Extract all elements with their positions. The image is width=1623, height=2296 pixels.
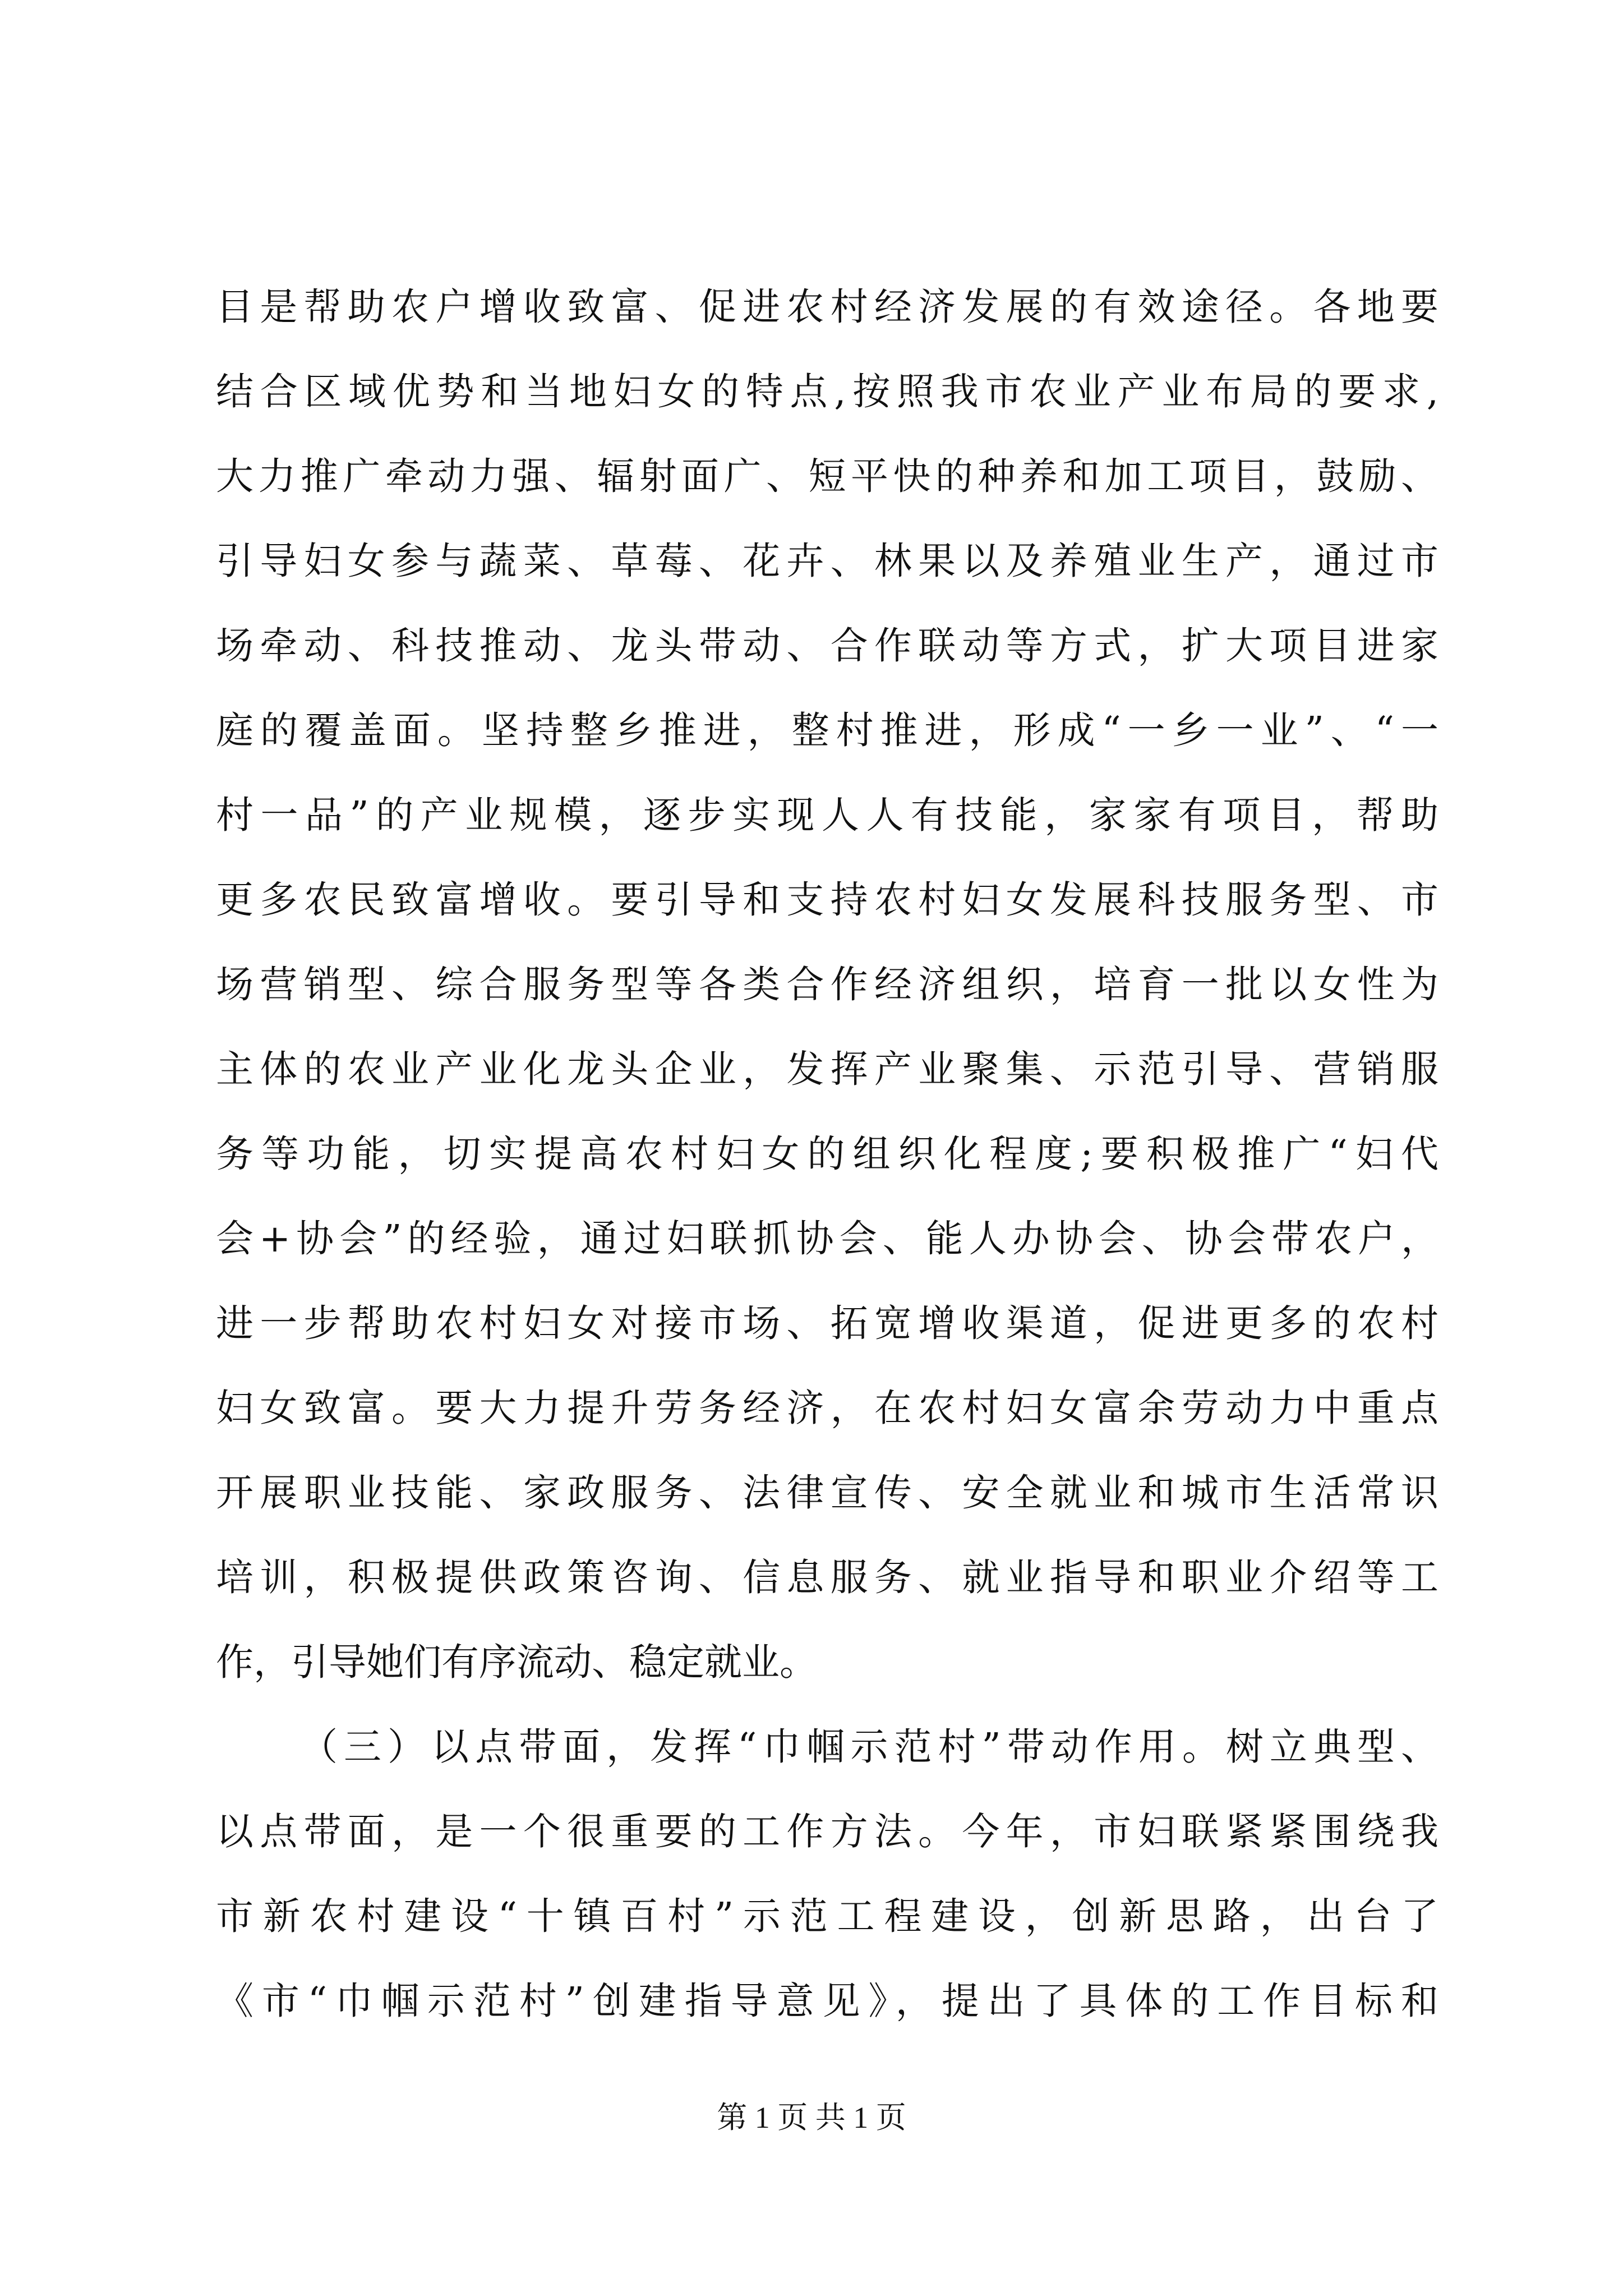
text-line: 主体的农业产业化龙头企业，发挥产业聚集、示范引导、营销服	[216, 1047, 1438, 1091]
text-line: 更多农民致富增收。要引导和支持农村妇女发展科技服务型、市	[216, 878, 1438, 922]
text-line: 市新农村建设“十镇百村”示范工程建设，创新思路，出台了	[216, 1894, 1438, 1938]
text-line: 开展职业技能、家政服务、法律宣传、安全就业和城市生活常识	[216, 1471, 1438, 1515]
text-line: 引导妇女参与蔬菜、草莓、花卉、林果以及养殖业生产，通过市	[216, 539, 1438, 583]
text-line: 会+协会”的经验，通过妇联抓协会、能人办协会、协会带农户，	[216, 1217, 1438, 1260]
text-line: 场营销型、综合服务型等各类合作经济组织，培育一批以女性为	[216, 963, 1438, 1006]
document-body	[216, 265, 1438, 2044]
paragraph-2	[216, 1705, 1438, 2044]
text-line: 《市“巾帼示范村”创建指导意见》，提出了具体的工作目标和	[216, 1979, 1438, 2023]
text-line: 村一品”的产业规模，逐步实现人人有技能，家家有项目，帮助	[216, 793, 1438, 837]
text-line: 目是帮助农户增收致富、促进农村经济发展的有效途径。各地要	[216, 285, 1438, 329]
section-heading-line: （三）以点带面，发挥“巾帼示范村”带动作用。树立典型、	[300, 1725, 1438, 1769]
text-line: 进一步帮助农村妇女对接市场、拓宽增收渠道，促进更多的农村	[216, 1301, 1438, 1345]
text-line: 以点带面，是一个很重要的工作方法。今年，市妇联紧紧围绕我	[216, 1810, 1438, 1853]
text-line: 培训，积极提供政策咨询、信息服务、就业指导和职业介绍等工	[216, 1556, 1438, 1599]
paragraph-1	[216, 265, 1438, 1705]
text-line: 场牵动、科技推动、龙头带动、合作联动等方式，扩大项目进家	[216, 624, 1438, 668]
text-line: 妇女致富。要大力提升劳务经济，在农村妇女富余劳动力中重点	[216, 1386, 1438, 1430]
text-line: 庭的覆盖面。坚持整乡推进，整村推进，形成“一乡一业”、“一	[216, 708, 1438, 752]
text-line: 大力推广牵动力强、辐射面广、短平快的种养和加工项目，鼓励、	[216, 454, 1438, 498]
page-footer: 第 1 页 共 1 页	[717, 2101, 906, 2134]
text-line: 结合区域优势和当地妇女的特点,按照我市农业产业布局的要求,	[216, 370, 1438, 413]
text-line: 务等功能，切实提高农村妇女的组织化程度;要积极推广“妇代	[216, 1132, 1438, 1176]
text-line: 作，引导她们有序流动、稳定就业。	[216, 1640, 817, 1684]
